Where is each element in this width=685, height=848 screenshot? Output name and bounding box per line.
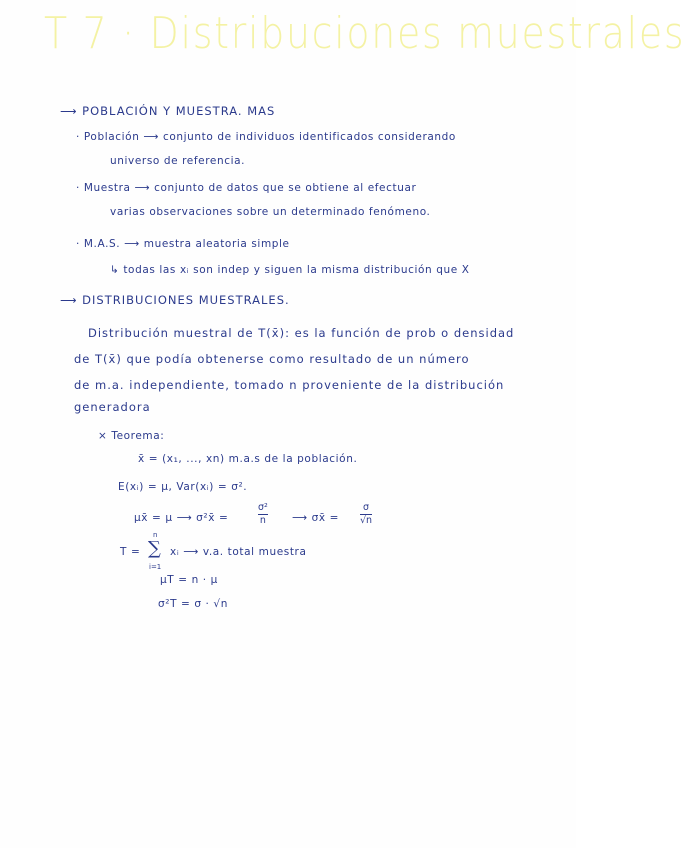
fraction-sigma2-over-n (258, 503, 268, 526)
mu-xbar-line: μx̄ = μ ⟶ σ²x̄ = (134, 512, 229, 524)
section-heading-distribuciones: ⟶ DISTRIBUCIONES MUESTRALES. (60, 293, 290, 307)
fraction-denominator: n (259, 515, 266, 526)
section-heading-poblacion: ⟶ POBLACIÓN Y MUESTRA. MAS (60, 104, 276, 118)
definition-line-4: generadora (74, 400, 151, 414)
expectation-line: E(xᵢ) = μ, Var(xᵢ) = σ². (118, 481, 248, 493)
poblacion-definition-cont: universo de referencia. (110, 155, 246, 167)
muestra-definition-cont: varias observaciones sobre un determinado fenómeno. (110, 206, 431, 218)
fraction-numerator: σ (363, 502, 370, 513)
sum-lower-limit: i=1 (149, 563, 162, 571)
definition-line-1: Distribución muestral de T(x̄): es la función de prob o densidad (88, 326, 515, 340)
teorema-label: × Teorema: (98, 430, 165, 442)
mas-definition-cont: ↳ todas las xᵢ son indep y siguen la misma distribución que X (110, 264, 470, 276)
T-label: T = (120, 546, 141, 558)
xbar-line: x̄ = (x₁, ..., xn) m.a.s de la población. (138, 453, 358, 465)
definition-line-3: de m.a. independiente, tomado n proveniente de la distribución (74, 378, 505, 392)
muestra-definition: · Muestra ⟶ conjunto de datos que se obtiene al efectuar (76, 182, 417, 194)
poblacion-definition: · Población ⟶ conjunto de individuos identificados considerando (76, 131, 456, 143)
fraction-sigma-over-sqrt-n (360, 503, 372, 526)
sigma-T-line: σ²T = σ · √n (158, 598, 228, 610)
sum-description: xᵢ ⟶ v.a. total muestra (170, 546, 307, 558)
fraction-numerator: σ² (258, 502, 268, 513)
definition-line-2: de T(x̄) que podía obtenerse como resultado de un número (74, 352, 470, 366)
arrow-sigma-xbar: ⟶ σx̄ = (292, 512, 339, 524)
fraction-denominator: √n (360, 515, 373, 526)
page-title: T 7 · Distribuciones muestrales (44, 8, 685, 59)
mu-T-line: μT = n · μ (160, 574, 218, 586)
summation-icon: ∑ (148, 538, 161, 559)
mas-definition: · M.A.S. ⟶ muestra aleatoria simple (76, 238, 290, 250)
sum-upper-limit: n (153, 531, 158, 539)
